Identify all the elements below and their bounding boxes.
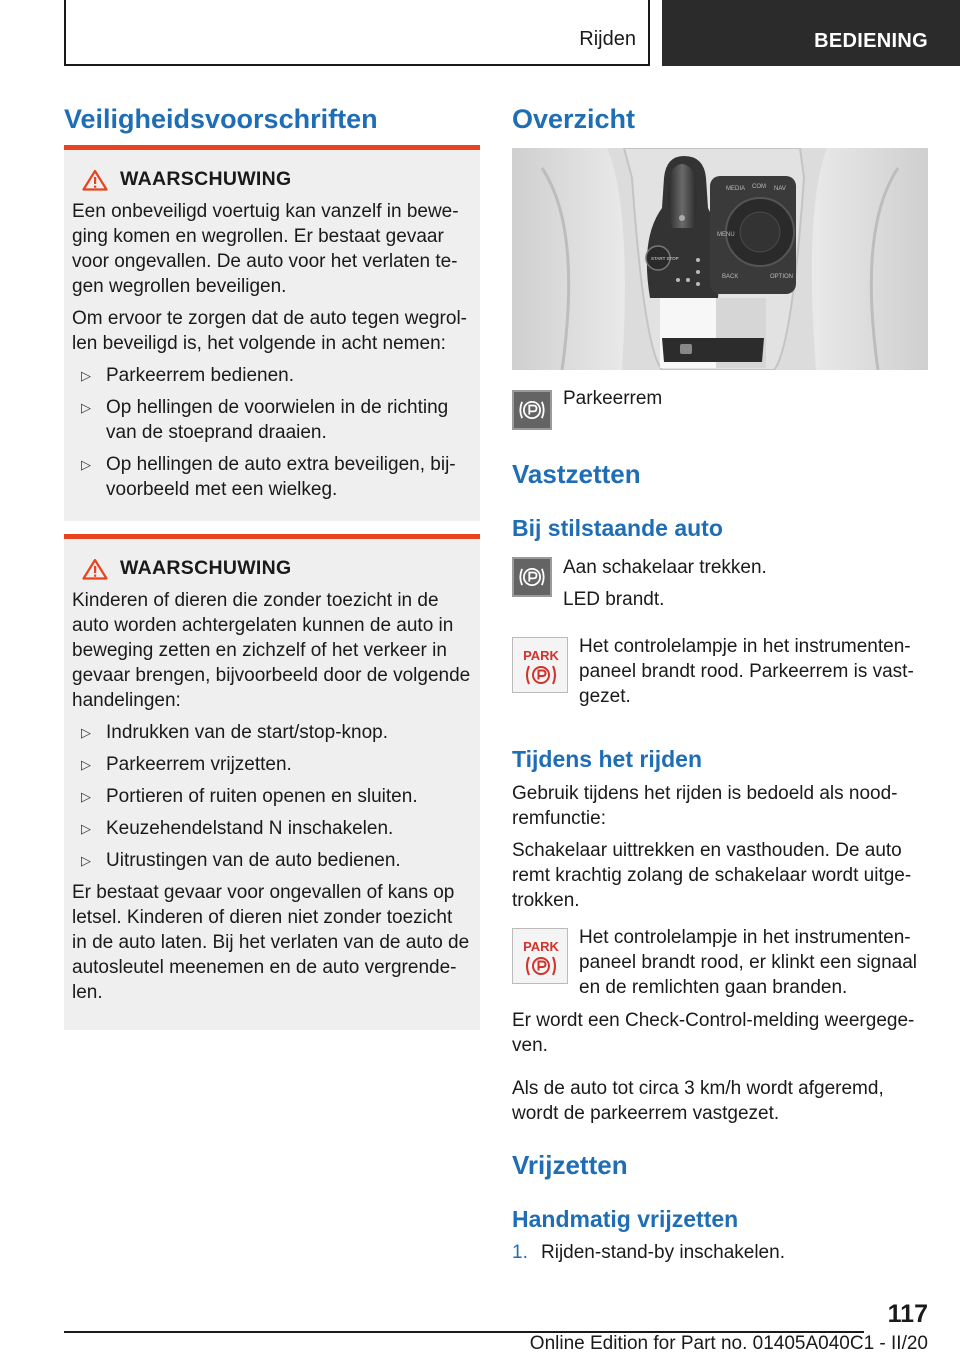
warning-header: [72, 168, 472, 191]
bullet-triangle-icon: ▷: [81, 368, 91, 383]
list-item: ▷ Parkeerrem vrijzetten.: [81, 754, 292, 775]
warning-header: [72, 557, 472, 580]
list-item: ▷ Keuzehendelstand N inschakelen.: [81, 818, 394, 839]
bullet-triangle-icon: ▷: [81, 457, 91, 472]
list-item: ▷ Op hellingen de auto extra beveiligen, bij-voorbeeld met een wielkeg.: [81, 454, 456, 500]
subheading-tijdens-rijden: Tijdens het rijden: [512, 746, 702, 772]
instruction-text: Het controlelampje in het instrumenten-paneel brandt rood, er klinkt een signaal en de remlichten gaan branden.: [579, 927, 918, 998]
warning-list: [72, 363, 472, 502]
warning-triangle-icon: [82, 558, 108, 580]
warning-label: WAARSCHUWING: [120, 168, 292, 190]
warning-list: [72, 720, 472, 873]
bullet-triangle-icon: ▷: [81, 725, 91, 740]
bullet-triangle-icon: ▷: [81, 400, 91, 415]
bullet-triangle-icon: ▷: [81, 821, 91, 836]
header-section-label: Rijden: [579, 28, 636, 50]
header-left-rule: [64, 0, 66, 66]
step-text: Rijden-stand-by inschakelen.: [541, 1242, 785, 1263]
center-console-illustration: [512, 148, 928, 370]
park-icon-label: PARK: [523, 939, 559, 954]
instruction-text: Aan schakelaar trekken.: [563, 557, 767, 578]
instruction-text: Het controlelampje in het instrumenten-paneel brandt rood. Parkeerrem is vast-gezet.: [579, 636, 914, 707]
park-indicator-icon: [512, 637, 568, 693]
subheading-handmatig: Handmatig vrijzetten: [512, 1206, 739, 1232]
parking-brake-switch-icon: [512, 557, 552, 597]
console-media-label: MEDIA: [726, 186, 746, 192]
console-back-label: BACK: [722, 274, 739, 280]
list-item: ▷ Portieren of ruiten openen en sluiten.: [81, 786, 418, 807]
parkeerrem-legend-text: Parkeerrem: [563, 388, 663, 409]
instruction-text: LED brandt.: [563, 589, 665, 610]
section-heading-vrijzetten: Vrijzetten: [512, 1150, 628, 1180]
warning-paragraph: Een onbeveiligd voertuig kan vanzelf in bewe-ging komen en wegrollen. Er bestaat gevaar voor ongevallen. De auto voor het verlaten te-gen wegrollen beveiligen.: [72, 201, 459, 297]
bullet-triangle-icon: ▷: [81, 789, 91, 804]
warning-paragraph: Om ervoor te zorgen dat de auto tegen wegrol-len beveiligd is, het volgende in acht nemen:: [72, 308, 468, 354]
list-item: ▷ Parkeerrem bedienen.: [81, 365, 294, 386]
page-title: Veiligheidsvoorschriften: [64, 104, 378, 134]
header-chapter-tab: BEDIENING: [662, 0, 960, 66]
header-divider: [648, 0, 650, 66]
park-indicator-icon: [512, 928, 568, 984]
console-com-label: COM: [752, 184, 766, 190]
step-number: 1.: [512, 1242, 528, 1263]
bullet-triangle-icon: ▷: [81, 853, 91, 868]
warning-box-rolling: [64, 145, 480, 521]
parking-brake-switch-icon: [512, 390, 552, 430]
body-paragraph: Als de auto tot circa 3 km/h wordt afgeremd, wordt de parkeerrem vastgezet.: [512, 1078, 884, 1124]
body-paragraph: Gebruik tijdens het rijden is bedoeld als nood-remfunctie:: [512, 783, 898, 829]
section-heading-vastzetten: Vastzetten: [512, 459, 641, 489]
warning-triangle-icon: [82, 169, 108, 191]
body-paragraph: Schakelaar uittrekken en vasthouden. De auto remt krachtig zolang de schakelaar wordt uitge-trokken.: [512, 840, 912, 911]
warning-box-children: [64, 534, 480, 1030]
list-item: ▷ Op hellingen de voorwielen in de richting van de stoeprand draaien.: [81, 397, 449, 443]
body-paragraph: Er wordt een Check-Control-melding weergege-ven.: [512, 1010, 915, 1056]
header-bottom-rule: [64, 64, 650, 66]
overview-heading: Overzicht: [512, 104, 636, 134]
warning-paragraph: Kinderen of dieren die zonder toezicht in de auto worden achtergelaten kunnen de auto in beweging zetten en zichzelf of het verkeer in gevaar brengen, bijvoorbeeld door de volgende handelingen:: [72, 590, 471, 711]
list-item: ▷ Indrukken van de start/stop-knop.: [81, 722, 388, 743]
page-number: 117: [887, 1300, 928, 1328]
subheading-stilstaande: Bij stilstaande auto: [512, 515, 723, 541]
bullet-triangle-icon: ▷: [81, 757, 91, 772]
warning-label: WAARSCHUWING: [120, 557, 292, 579]
list-item: ▷ Uitrustingen van de auto bedienen.: [81, 850, 401, 871]
warning-paragraph: Er bestaat gevaar voor ongevallen of kans op letsel. Kinderen of dieren niet zonder toezicht in de auto laten. Bij het verlaten van de auto de autosleutel meenemen en de auto vergrende-len.: [72, 882, 470, 1003]
center-console-photo: [512, 148, 928, 370]
console-option-label: OPTION: [770, 274, 794, 280]
start-stop-label: START STOP: [651, 256, 679, 261]
footer-edition-text: Online Edition for Part no. 01405A040C1 - II/20: [529, 1333, 928, 1354]
park-icon-label: PARK: [523, 648, 559, 663]
console-menu-label: MENU: [717, 232, 735, 238]
console-nav-label: NAV: [774, 186, 786, 192]
